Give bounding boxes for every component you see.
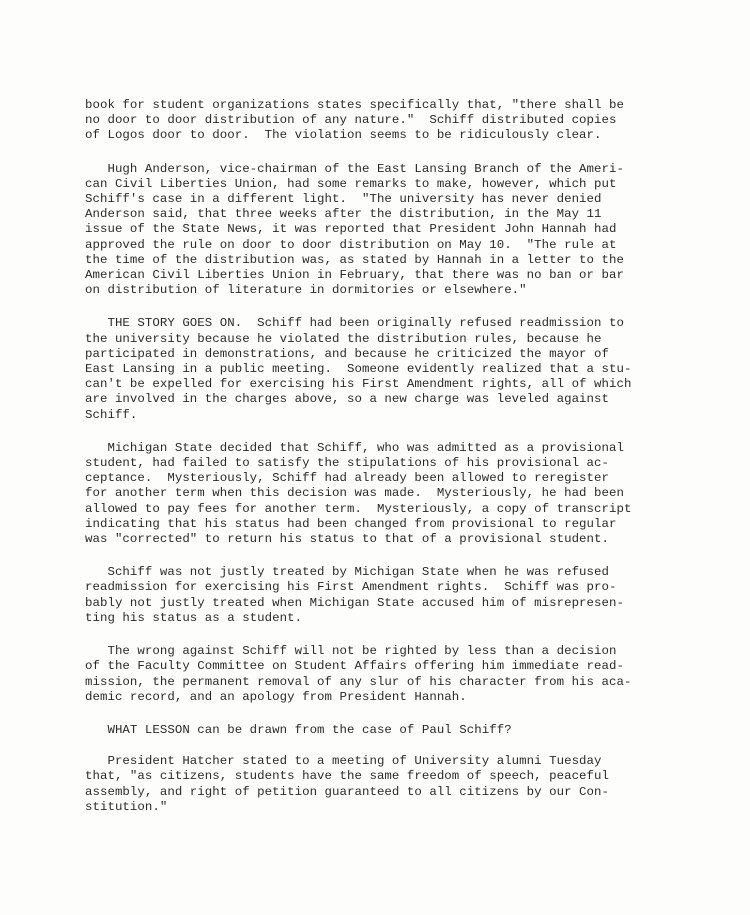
text-line: assembly, and right of petition guaranteed to all citizens by our Con-	[85, 784, 609, 799]
text-line: no door to door distribution of any nature." Schiff distributed copies	[85, 113, 617, 128]
text-line: WHAT LESSON can be drawn from the case of Paul Schiff?	[85, 722, 512, 737]
text-line: Schiff's case in a different light. "The university has never denied	[85, 192, 602, 207]
text-line: stitution."	[85, 799, 168, 814]
paragraph-wrong-righted	[85, 644, 663, 705]
text-line: of the Faculty Committee on Student Affairs offering him immediate read-	[85, 659, 624, 674]
text-line: American Civil Liberties Union in February, that there was no ban or bar	[85, 268, 624, 283]
text-line: of Logos door to door. The violation seems to be ridiculously clear.	[85, 128, 602, 143]
text-line: THE STORY GOES ON. Schiff had been originally refused readmission to	[85, 316, 624, 331]
text-line: readmission for exercising his First Amendment rights. Schiff was pro-	[85, 580, 617, 595]
text-line: President Hatcher stated to a meeting of University alumni Tuesday	[85, 754, 602, 769]
document-body	[85, 98, 663, 833]
text-line: can't be expelled for exercising his First Amendment rights, all of which	[85, 377, 632, 392]
paragraph-story-goes-on	[85, 316, 663, 422]
text-line: the time of the distribution was, as stated by Hannah in a letter to the	[85, 252, 624, 267]
paragraph-not-justly-treated	[85, 565, 663, 626]
text-line: allowed to pay fees for another term. Mysteriously, a copy of transcript	[85, 501, 632, 516]
text-line: Schiff was not justly treated by Michigan State when he was refused	[85, 565, 609, 580]
text-line: that, "as citizens, students have the same freedom of speech, peaceful	[85, 769, 609, 784]
text-line: was "corrected" to return his status to that of a provisional student.	[85, 532, 609, 547]
text-line: issue of the State News, it was reported that President John Hannah had	[85, 222, 617, 237]
paragraph-what-lesson	[85, 723, 663, 738]
text-line: can Civil Liberties Union, had some remarks to make, however, which put	[85, 176, 617, 191]
text-line: East Lansing in a public meeting. Someone evidently realized that a stu-	[85, 362, 632, 377]
text-line: approved the rule on door to door distribution on May 10. "The rule at	[85, 237, 617, 252]
text-line: for another term when this decision was made. Mysteriously, he had been	[85, 486, 624, 501]
text-line: on distribution of literature in dormitories or elsewhere."	[85, 283, 527, 298]
paragraph-hatcher	[85, 754, 663, 815]
text-line: Anderson said, that three weeks after the distribution, in the May 11	[85, 207, 602, 222]
text-line: ting his status as a student.	[85, 610, 303, 625]
text-line: The wrong against Schiff will not be righted by less than a decision	[85, 644, 617, 659]
text-line: bably not justly treated when Michigan State accused him of misrepresen-	[85, 595, 624, 610]
text-line: Schiff.	[85, 407, 138, 422]
text-line: mission, the permanent removal of any slur of his character from his aca-	[85, 674, 632, 689]
text-line: Hugh Anderson, vice-chairman of the East Lansing Branch of the Ameri-	[85, 161, 624, 176]
text-line: are involved in the charges above, so a new charge was leveled against	[85, 392, 609, 407]
text-line: participated in demonstrations, and because he criticized the mayor of	[85, 346, 609, 361]
text-line: indicating that his status had been changed from provisional to regular	[85, 516, 617, 531]
paragraph-distribution-rule	[85, 98, 663, 144]
text-line: ceptance. Mysteriously, Schiff had already been allowed to reregister	[85, 471, 609, 486]
text-line: book for student organizations states specifically that, "there shall be	[85, 98, 624, 112]
text-line: student, had failed to satisfy the stipulations of his provisional ac-	[85, 456, 609, 471]
text-line: Michigan State decided that Schiff, who was admitted as a provisional	[85, 440, 624, 455]
paragraph-provisional-status	[85, 441, 663, 547]
text-line: the university because he violated the distribution rules, because he	[85, 331, 602, 346]
text-line: demic record, and an apology from President Hannah.	[85, 689, 467, 704]
paragraph-anderson	[85, 162, 663, 299]
